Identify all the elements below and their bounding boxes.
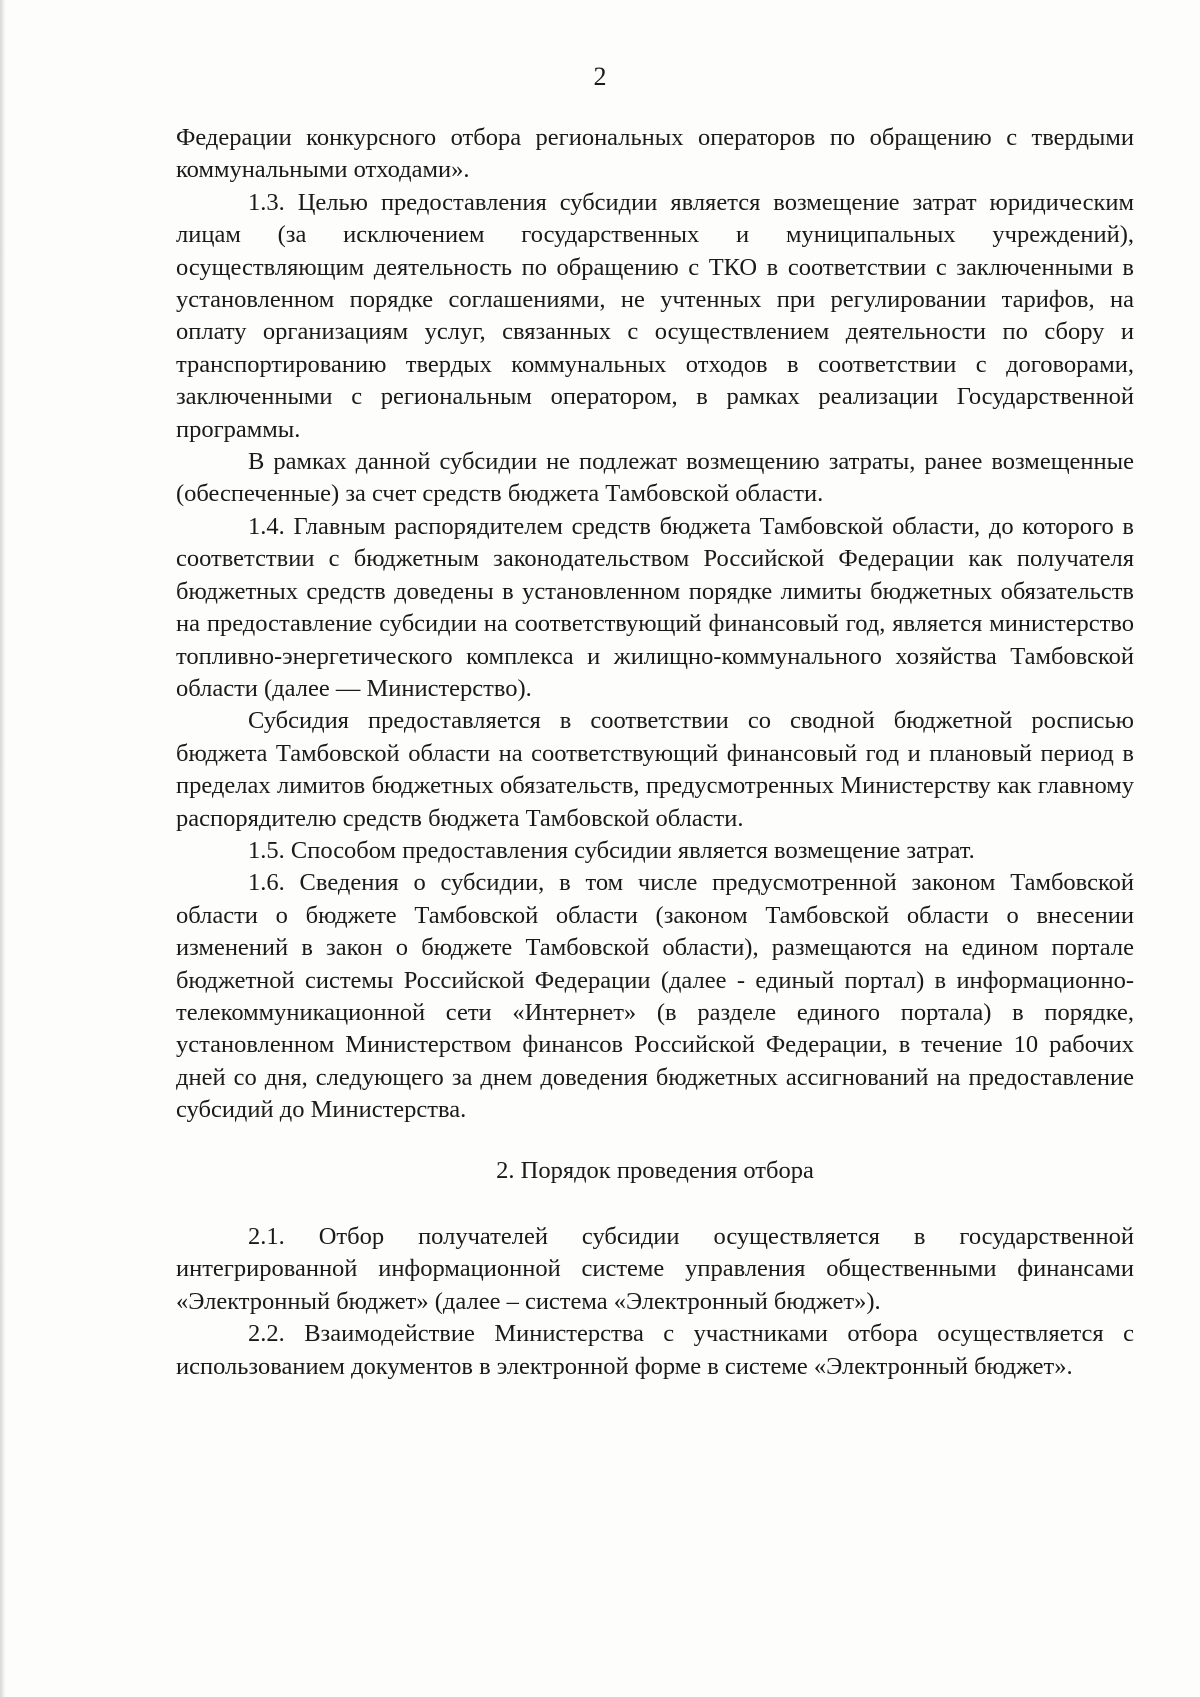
paragraph-1-5: 1.5. Способом предоставления субсидии является возмещение затрат. [248,836,975,864]
paragraph-2-2: 2.2. Взаимодействие Министерства с участниками отбора осуществляется с использованием документов в электронной форме в системе «Электронный бюджет». [176,1320,1134,1380]
paragraph-1-6: 1.6. Сведения о субсидии, в том числе предусмотренной законом Тамбовской области о бюджете Тамбовской области (законом Тамбовской области о внесении изменений в закон о бюджете Тамбовской области), размещаются на едином портале бюджетной системы Российской Федерации (далее - единый портал) в информационно-телекоммуникационной сети «Интернет» (в разделе единого портала) в порядке, установленном Министерством финансов Российской Федерации, в течение 10 рабочих дней со дня, следующего за днем доведения бюджетных ассигнований на предоставление субсидий до Министерства. [176,869,1134,1124]
paragraph-1-4-note: Субсидия предоставляется в соответствии со сводной бюджетной росписью бюджета Тамбовской области на соответствующий финансовый год и плановый период в пределах лимитов бюджетных обязательств, предусмотренных Министерству как главному распорядителю средств бюджета Тамбовской области. [176,707,1134,832]
document-body [176,122,1134,1383]
paragraph-1-3-note: В рамках данной субсидии не подлежат возмещению затраты, ранее возмещенные (обеспеченные) за счет средств бюджета Тамбовской области. [176,448,1134,508]
paragraph-2-1: 2.1. Отбор получателей субсидии осуществляется в государственной интегрированной информационной системе управления общественными финансами «Электронный бюджет» (далее – система «Электронный бюджет»). [176,1223,1134,1315]
page-number: 2 [593,62,607,91]
paragraph-continuation: Федерации конкурсного отбора региональных операторов по обращению с твердыми коммунальными отходами». [176,124,1134,184]
paragraph-1-4: 1.4. Главным распорядителем средств бюджета Тамбовской области, до которого в соответствии с бюджетным законодательством Российской Федерации как получателя бюджетных средств доведены в установленном порядке лимиты бюджетных обязательств на предоставление субсидии на соответствующий финансовый год, является министерство топливно-энергетического комплекса и жилищно-коммунального хозяйства Тамбовской области (далее — Министерство). [176,512,1134,702]
paragraph-1-3: 1.3. Целью предоставления субсидии является возмещение затрат юридическим лицам (за исключением государственных и муниципальных учреждений), осуществляющим деятельность по обращению с ТКО в соответствии с заключенными в установленном порядке соглашениями, не учтенных при регулировании тарифов, на оплату организациям услуг, связанных с осуществлением деятельности по сбору и транспортированию твердых коммунальных отходов в соответствии с договорами, заключенными с региональным оператором, в рамках реализации Государственной программы. [176,188,1134,443]
section-heading: 2. Порядок проведения отбора [496,1156,814,1184]
scan-edge [0,0,6,1697]
